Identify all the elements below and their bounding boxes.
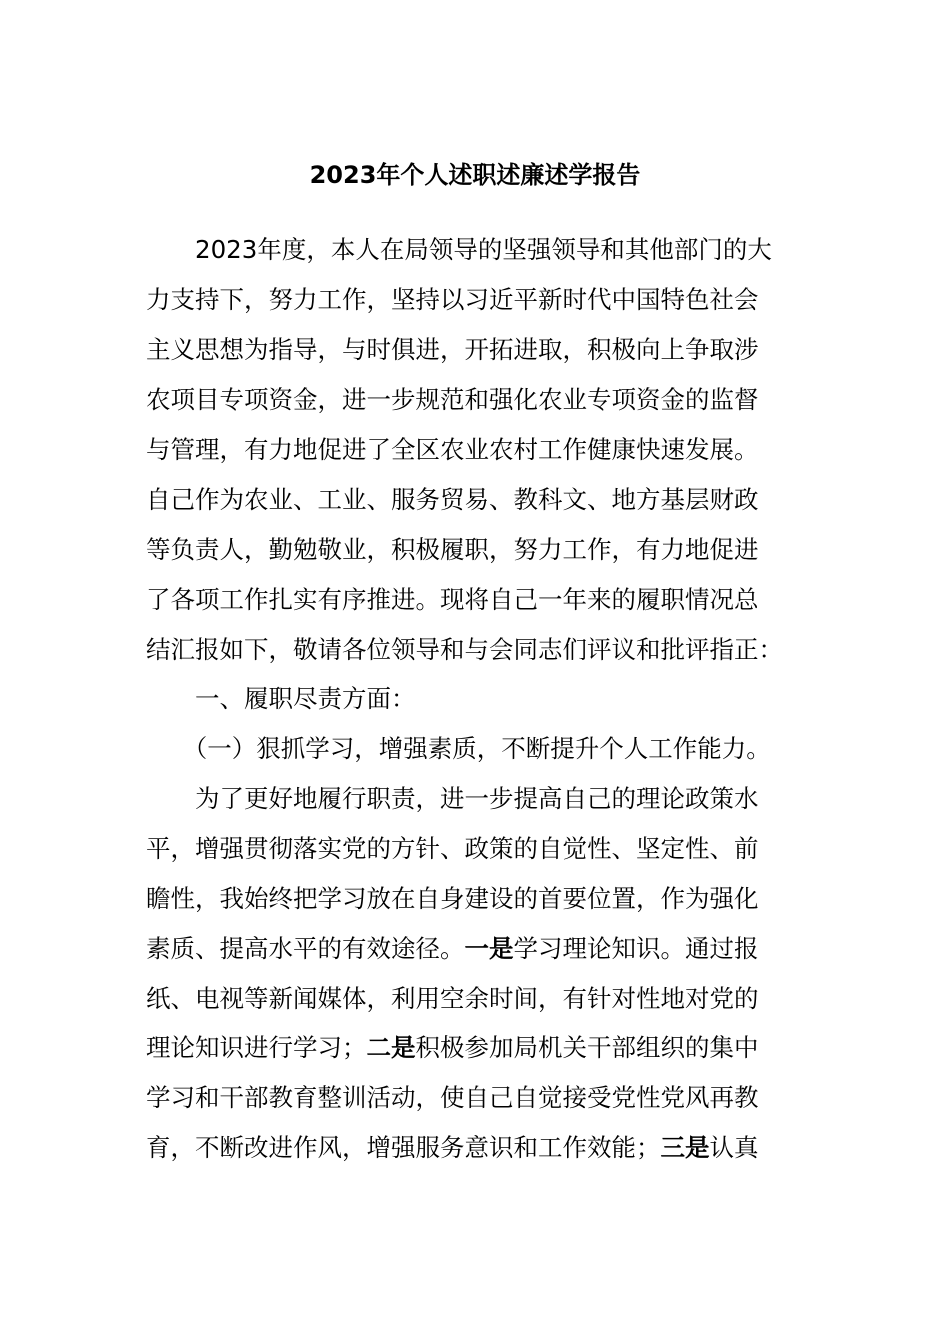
paragraph-line-1: 2023年度，本人在局领导的坚强领导和其他部门的大 [146,235,772,264]
paragraph-line-18: 学习和干部教育整训活动，使自己自觉接受党性党风再教 [146,1083,759,1112]
paragraph-line-5: 与管理，有力地促进了全区农业农村工作健康快速发展。 [146,435,759,464]
paragraph-line-4: 农项目专项资金，进一步规范和强化农业专项资金的监督 [146,385,759,414]
paragraph-line-16: 纸、电视等新闻媒体，利用空余时间，有针对性地对党的 [146,984,759,1013]
line-text: 理论知识进行学习； [146,1033,367,1062]
line-text: 认真 [709,1133,759,1162]
line-text: 育，不断改进作风，增强服务意识和工作效能； [146,1133,661,1162]
paragraph-line-9: 结汇报如下，敬请各位领导和与会同志们评议和批评指正： [146,635,783,664]
line-text: 学习理论知识。通过报 [513,934,759,963]
paragraph-line-6: 自己作为农业、工业、服务贸易、教科文、地方基层财政 [146,485,759,514]
paragraph-line-12: 为了更好地履行职责，进一步提高自己的理论政策水 [146,784,759,813]
subsection-heading-1: （一）狠抓学习，增强素质，不断提升个人工作能力。 [146,734,771,763]
paragraph-line-7: 等负责人，勤勉敬业，积极履职，努力工作，有力地促进 [146,535,759,564]
bold-keyword: 三是 [660,1133,710,1162]
bold-keyword: 二是 [366,1033,416,1062]
bold-keyword: 一是 [464,934,514,963]
paragraph-line-3: 主义思想为指导，与时俱进，开拓进取，积极向上争取涉 [146,335,759,364]
document-title: 2023年个人述职述廉述学报告 [309,161,641,189]
section-heading-1: 一、履职尽责方面： [146,684,416,713]
line-text: 素质、提高水平的有效途径。 [146,934,465,963]
paragraph-line-2: 力支持下，努力工作，坚持以习近平新时代中国特色社会 [146,285,759,314]
paragraph-line-8: 了各项工作扎实有序推进。现将自己一年来的履职情况总 [146,585,759,614]
paragraph-line-17 [146,1030,806,1066]
paragraph-line-15 [146,931,806,967]
paragraph-line-19 [146,1130,806,1166]
paragraph-line-14: 瞻性，我始终把学习放在自身建设的首要位置，作为强化 [146,884,759,913]
line-text: 积极参加局机关干部组织的集中 [415,1033,759,1062]
paragraph-line-13: 平，增强贯彻落实党的方针、政策的自觉性、坚定性、前 [146,834,759,863]
